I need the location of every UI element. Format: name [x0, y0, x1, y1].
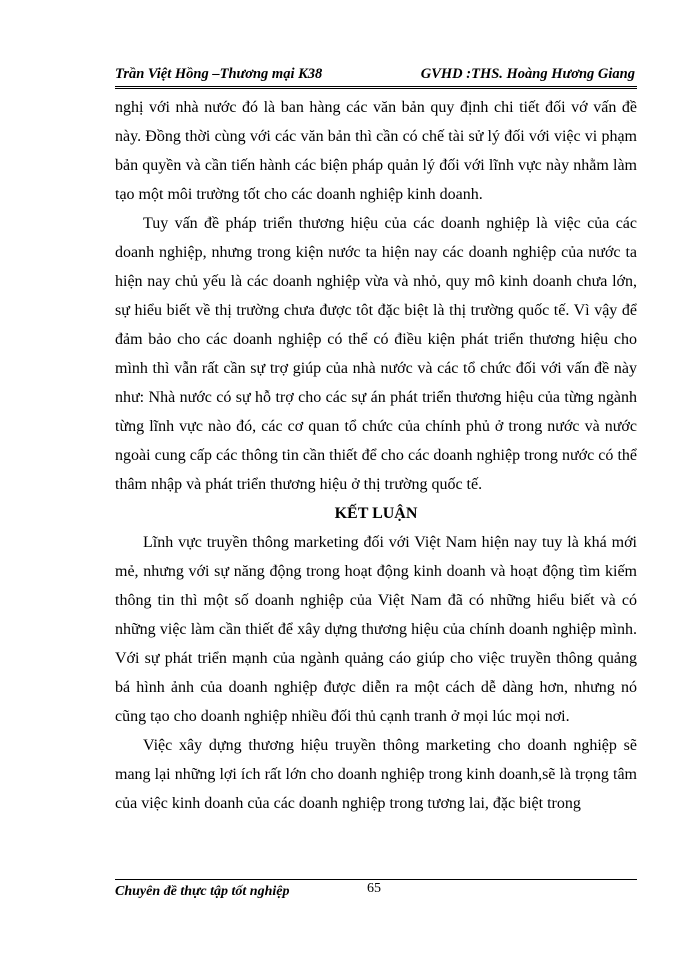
page-number: 65 — [367, 881, 381, 896]
page-footer — [115, 879, 637, 902]
paragraph-conclusion-1: Lĩnh vực truyền thông marketing đối với Việt Nam hiện nay tuy là khá mới mẻ, nhưng với sự năng động trong hoạt động kinh doanh và hoạt động tìm kiếm thông tin thì một số doanh nghiệp của Việt Nam đã có những hiểu biết và có những việc làm cần thiết để xây dựng thương hiệu của chính doanh nghiệp mình. Với sự phát triển mạnh của ngành quảng cáo giúp cho việc truyền thông quảng bá hình ảnh của doanh nghiệp được diễn ra một cách dễ dàng hơn, nhưng nó cũng tạo cho doanh nghiệp nhiều đối thủ cạnh tranh ở mọi lúc mọi nơi. — [115, 534, 637, 725]
section-heading-conclusion: KẾT LUẬN — [334, 505, 418, 522]
footer-title: Chuyên đề thực tập tốt nghiệp — [115, 884, 290, 899]
paragraph-continuation: nghị với nhà nước đó là ban hàng các văn bản quy định chi tiết đối vớ vấn đề này. Đồng thời cùng với các văn bản thì cần có chế tài sử lý đối với việc vi phạm bản quyền và cần tiến hành các biện pháp quản lý đối với lĩnh vực này nhằm làm tạo một môi trường tốt cho các doanh nghiệp kinh doanh. — [115, 99, 637, 203]
document-body — [115, 93, 637, 818]
header-supervisor: GVHD :THS. Hoàng Hương Giang — [420, 66, 635, 82]
page-header — [115, 64, 637, 89]
header-author: Trần Việt Hồng –Thương mại K38 — [115, 66, 323, 82]
paragraph-brand-development: Tuy vấn đề pháp triển thương hiệu của các doanh nghiệp là việc của các doanh nghiệp, nhưng trong kiện nước ta hiện nay các doanh nghiệp của nước ta hiện nay chủ yếu là các doanh nghiệp vừa và nhỏ, quy mô kinh doanh chưa lớn, sự hiểu biết về thị trường chưa được tôt đặc biệt là thị trường quốc tế. Vì vậy để đảm bảo cho các doanh nghiệp có thể có điều kiện phát triển thương hiệu cho mình thì vẫn rất cần sự trợ giúp của nhà nước và các tổ chức đối với vấn đề này như: Nhà nước có sự hỗ trợ cho các sự án phát triển thương hiệu của từng ngành từng lĩnh vực nào đó, các cơ quan tổ chức của chính phủ ở trong nước và nước ngoài cung cấp các thông tin cần thiết để cho các doanh nghiệp trong nước có thể thâm nhập và phát triển thương hiệu ở thị trường quốc tế. — [115, 215, 637, 493]
paragraph-conclusion-2: Việc xây dựng thương hiệu truyền thông marketing cho doanh nghiệp sẽ mang lại những lợi ích rất lớn cho doanh nghiệp trong kinh doanh,sẽ là trọng tâm của việc kinh doanh của các doanh nghiệp trong tương lai, đặc biệt trong — [115, 737, 637, 812]
